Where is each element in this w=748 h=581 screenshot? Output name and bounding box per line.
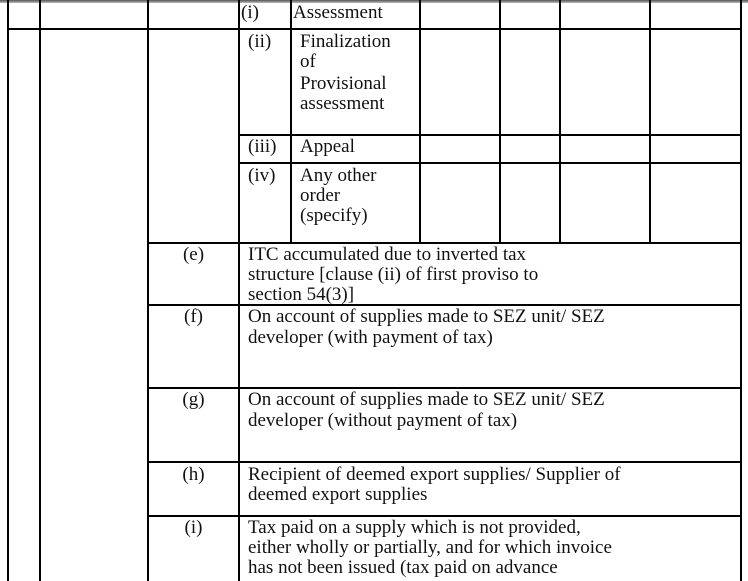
table-border	[419, 0, 421, 243]
table-border	[7, 0, 9, 581]
sub-row-label: of	[300, 51, 316, 72]
row-text: On account of supplies made to SEZ unit/ SEZ	[248, 389, 605, 410]
table-border	[238, 0, 240, 581]
row-number: (h)	[182, 464, 205, 485]
row-text: has not been issued (tax paid on advance	[248, 557, 558, 578]
row-text: either wholly or partially, and for which invoice	[248, 537, 612, 558]
sub-row-label: order	[300, 185, 341, 206]
table-border	[740, 0, 742, 581]
row-text: Recipient of deemed export supplies/ Supplier of	[248, 464, 621, 485]
table-border	[39, 0, 41, 581]
row-text: deemed export supplies	[248, 484, 428, 505]
sub-row-label: Provisional	[300, 73, 387, 94]
table-border	[559, 0, 561, 243]
row-text: structure [clause (ii) of first proviso to	[248, 264, 539, 285]
table-border	[238, 162, 742, 164]
sub-row-label: Any other	[300, 165, 377, 186]
sub-row-number: (i)	[241, 2, 259, 23]
table-border	[290, 0, 292, 243]
sub-row-number: (iv)	[248, 165, 276, 186]
table-border	[499, 0, 501, 243]
sub-row-label: Appeal	[300, 136, 355, 157]
row-number: (e)	[182, 244, 205, 265]
sub-row-label: Finalization	[300, 31, 391, 52]
row-number: (g)	[182, 389, 205, 410]
sub-row-label: assessment	[300, 93, 385, 114]
table-border	[7, 28, 742, 30]
row-text: developer (without payment of tax)	[248, 410, 518, 431]
sub-row-label: (specify)	[300, 205, 368, 226]
row-text: Tax paid on a supply which is not provided,	[248, 517, 581, 538]
table-border	[649, 0, 651, 243]
row-number: (f)	[184, 306, 203, 327]
row-text: developer (with payment of tax)	[248, 327, 493, 348]
sub-row-label: Assessment	[293, 2, 383, 23]
row-text: ITC accumulated due to inverted tax	[248, 244, 527, 265]
sub-row-number: (iii)	[248, 136, 277, 157]
table-border	[147, 0, 149, 581]
row-number: (i)	[184, 517, 203, 538]
table-border	[147, 461, 742, 463]
row-text: section 54(3)]	[248, 284, 355, 305]
row-text: On account of supplies made to SEZ unit/ SEZ	[248, 306, 605, 327]
sub-row-number: (ii)	[248, 31, 272, 52]
